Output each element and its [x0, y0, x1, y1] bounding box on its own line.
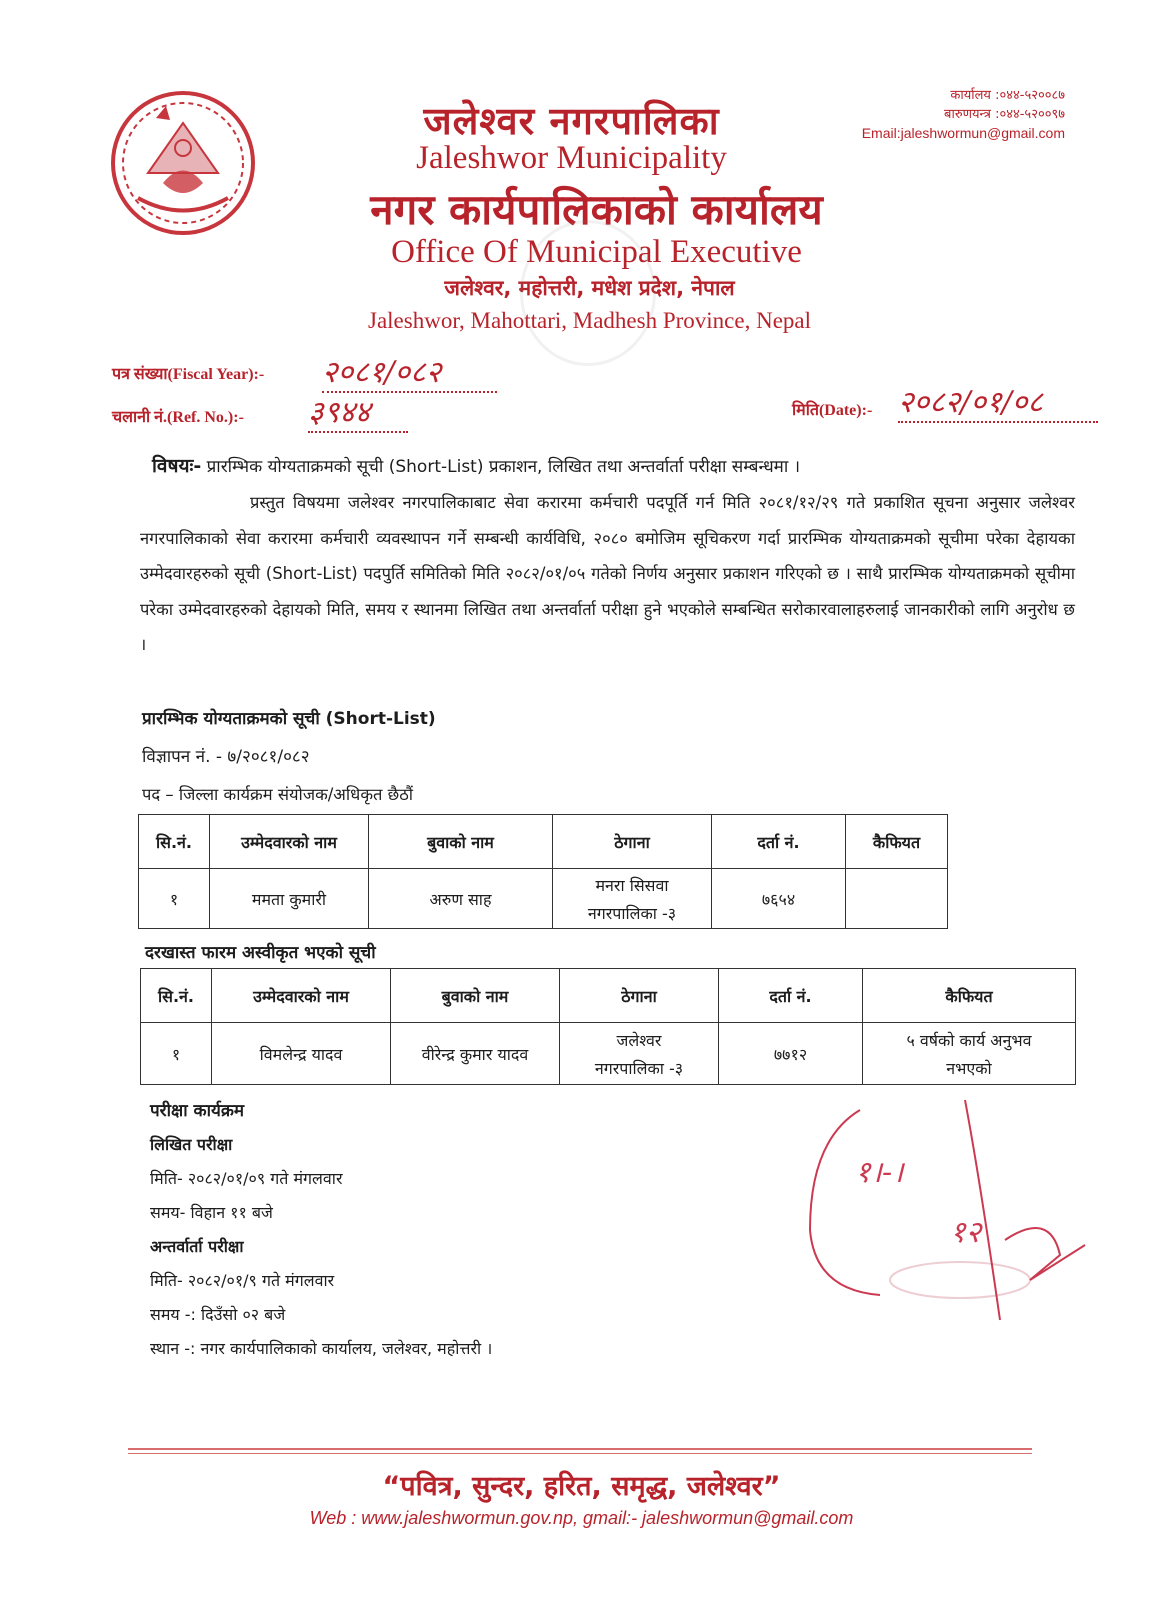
col-father-name: बुवाको नाम [391, 969, 560, 1023]
ref-no-label: चलानी नं.(Ref. No.):- [112, 409, 244, 426]
interview-time: समय -: दिउँसो ०२ बजे [150, 1305, 286, 1324]
shortlist-heading: प्रारम्भिक योग्यताक्रमको सूची (Short-List) [142, 709, 436, 729]
subject-label: विषयः- [152, 455, 202, 477]
table-row [141, 1023, 1076, 1085]
advertisement-number: विज्ञापन नं. - ७/२०८१/०८२ [142, 747, 310, 767]
fire-phone: बारुणयन्त्र :०४४-५२००९७ [944, 107, 1065, 122]
faint-office-stamp [520, 220, 656, 366]
col-sn: सि.नं. [141, 969, 212, 1023]
col-candidate-name: उम्मेदवारको नाम [212, 969, 391, 1023]
table-header-row [139, 815, 948, 869]
body-paragraph: प्रस्तुत विषयमा जलेश्वर नगरपालिकाबाट सेवा करारमा कर्मचारी पदपूर्ति गर्न मिति २०८१/१२/२९ गते प्रकाशित सूचना अनुसार जलेश्वर नगरपालिकाको सेवा करारमा कर्मचारी व्यवस्थापन गर्ने सम्बन्धी कार्यविधि, २०८० बमोजिम सूचिकरण गर्दा प्रारम्भिक योग्यताक्रमको सूचीमा परेका देहायका उम्मेदवारहरुको सूची (Short-List) पदपुर्ति समितिको मिति २०८२/०१/०५ गतेको निर्णय अनुसार प्रकाशन गरिएको छ । साथै प्रारम्भिक योग्यताक्रमको सूचीमा परेका उम्मेदवारहरुको देहायको मिति, समय र स्थानमा लिखित तथा अन्तर्वार्ता परीक्षा हुने भएकोले सम्बन्धित सरोकारवालाहरुलाई जानकारीको लागि अनुरोध छ । [140, 493, 1075, 654]
col-remarks: कैफियत [846, 815, 948, 869]
cell-sn: १ [139, 869, 210, 929]
signature-mark: १।-। [855, 1155, 904, 1190]
cell-reg-no: ७६५४ [712, 869, 846, 929]
cell-father-name: अरुण साह [369, 869, 553, 929]
address-line-2: नगरपालिका -३ [594, 1058, 684, 1078]
footer-motto: “पवित्र, सुन्दर, हरित, समृद्ध, जलेश्वर” [382, 1471, 781, 1502]
schedule-heading: परीक्षा कार्यक्रम [150, 1101, 245, 1121]
footer-web[interactable]: Web : www.jaleshwormun.gov.np, gmail:- jaleshwormun@gmail.com [309, 1508, 854, 1528]
cell-remarks [863, 1023, 1076, 1085]
shortlist-table [138, 814, 948, 929]
exam-venue: स्थान -: नगर कार्यपालिकाको कार्यालय, जलेश्वर, महोत्तरी । [150, 1339, 493, 1358]
cell-address [553, 869, 712, 929]
rejected-heading: दरखास्त फारम अस्वीकृत भएको सूची [145, 943, 376, 963]
contact-email[interactable]: Email:jaleshwormun@gmail.com [861, 125, 1065, 141]
exam-schedule [150, 1094, 492, 1366]
col-father-name: बुवाको नाम [369, 815, 553, 869]
address-en: Jaleshwor, Mahottari, Madhesh Province, Nepal [368, 308, 811, 333]
subject-text: प्रारम्भिक योग्यताक्रमको सूची (Short-List) प्रकाशन, लिखित तथा अन्तर्वार्ता परीक्षा सम्बन्धमा । [206, 457, 801, 477]
table-header-row [141, 969, 1076, 1023]
fiscal-year-value: २०८१/०८२ [322, 350, 497, 393]
office-title-np: नगर कार्यपालिकाको कार्यालय [370, 185, 823, 234]
col-reg-no: दर्ता नं. [712, 815, 846, 869]
cell-reg-no: ७७१२ [719, 1023, 863, 1085]
col-address: ठेगाना [553, 815, 712, 869]
interview-label: अन्तर्वार्ता परीक्षा [150, 1237, 244, 1256]
address-line-1: जलेश्वर [616, 1030, 662, 1050]
municipality-title-en: Jaleshwor Municipality [416, 140, 727, 176]
signature-block [800, 1080, 1100, 1330]
interview-date: मिति- २०८२/०१/९ गते मंगलवार [150, 1271, 335, 1290]
address-np: जलेश्वर, महोत्तरी, मधेश प्रदेश, नेपाल [444, 276, 735, 300]
col-candidate-name: उम्मेदवारको नाम [210, 815, 369, 869]
remarks-line-1: ५ वर्षको कार्य अनुभव [906, 1030, 1032, 1050]
footer-divider [128, 1448, 1032, 1454]
office-title-en: Office Of Municipal Executive [391, 234, 802, 270]
address-line-1: मनरा सिसवा [595, 875, 669, 895]
cell-candidate-name: ममता कुमारी [210, 869, 369, 929]
cell-father-name: वीरेन्द्र कुमार यादव [391, 1023, 560, 1085]
written-exam-label: लिखित परीक्षा [150, 1135, 233, 1154]
signature-date: १२ [950, 1215, 982, 1250]
office-phone: कार्यालय :०४४-५२००८७ [950, 88, 1065, 103]
col-reg-no: दर्ता नं. [719, 969, 863, 1023]
subject-line [152, 452, 800, 478]
ref-no-value: ३९४४ [308, 390, 408, 433]
fiscal-year-label: पत्र संख्या(Fiscal Year):- [112, 366, 265, 383]
cell-candidate-name: विमलेन्द्र यादव [212, 1023, 391, 1085]
cell-remarks [846, 869, 948, 929]
municipality-title-np: जलेश्वर नगरपालिका [423, 99, 720, 143]
col-remarks: कैफियत [863, 969, 1076, 1023]
col-sn: सि.नं. [139, 815, 210, 869]
date-value: २०८२/०१/०८ [898, 380, 1098, 423]
table-row [139, 869, 948, 929]
written-exam-time: समय- विहान ११ बजे [150, 1203, 273, 1222]
date-label: मिति(Date):- [792, 402, 873, 419]
remarks-line-2: नभएको [946, 1058, 992, 1078]
written-exam-date: मिति- २०८२/०१/०९ गते मंगलवार [150, 1169, 343, 1188]
address-line-2: नगरपालिका -३ [587, 903, 677, 923]
rejected-table [140, 968, 1076, 1085]
col-address: ठेगाना [560, 969, 719, 1023]
cell-address [560, 1023, 719, 1085]
post-title: पद – जिल्ला कार्यक्रम संयोजक/अधिकृत छैठौं [142, 785, 414, 804]
cell-sn: १ [141, 1023, 212, 1085]
